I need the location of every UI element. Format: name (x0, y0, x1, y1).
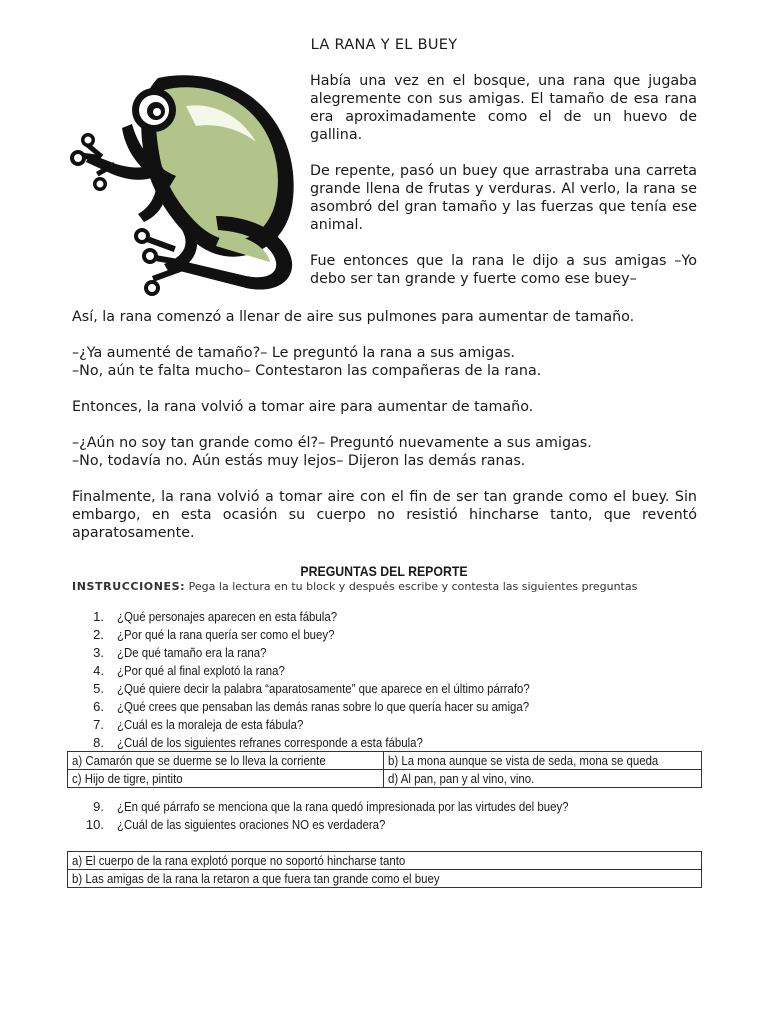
story-title: LA RANA Y EL BUEY (310, 37, 458, 53)
question-number: 5. (93, 681, 104, 696)
list-item (72, 662, 586, 680)
question-number: 3. (93, 645, 104, 660)
table-cell (68, 752, 384, 770)
statement-option: b) Las amigas de la rana la retaron a que fuera tan grande como el buey (72, 870, 440, 886)
paragraph: Había una vez en el bosque, una rana que jugaba alegremente con sus amigas. El tamaño de esa rana era aproximadamente como el de un huevo de gallina. (310, 73, 697, 143)
table-row (68, 870, 702, 888)
frog-illustration (66, 66, 302, 298)
proverb-option: c) Hijo de tigre, pintito (72, 770, 183, 786)
proverb-option: a) Camarón que se duerme se lo lleva la corriente (72, 752, 326, 768)
instructions-label: INSTRUCCIONES: (72, 580, 186, 593)
list-item (72, 644, 586, 662)
proverb-option: d) Al pan, pan y al vino, vino. (388, 770, 535, 786)
question-number: 7. (93, 717, 104, 732)
paragraph: Fue entonces que la rana le dijo a sus amigas –Yo debo ser tan grande y fuerte como ese buey– (310, 253, 697, 287)
statements-table (67, 851, 702, 888)
questions-title: PREGUNTAS DEL REPORTE (300, 563, 468, 579)
question-number: 9. (93, 799, 104, 814)
proverb-option: b) La mona aunque se vista de seda, mona se queda (388, 752, 659, 768)
proverbs-table (67, 751, 702, 788)
dialogue (72, 344, 697, 380)
dialogue-line: –No, aún te falta mucho– Contestaron las compañeras de la rana. (72, 363, 542, 379)
list-item (72, 798, 630, 816)
question-number: 6. (93, 699, 104, 714)
list-item (72, 626, 586, 644)
table-cell (384, 752, 702, 770)
question-text: ¿Qué personajes aparecen en esta fábula? (117, 609, 338, 624)
paragraph: Entonces, la rana volvió a tomar aire para aumentar de tamaño. (72, 399, 534, 415)
paragraph: Finalmente, la rana volvió a tomar aire con el fin de ser tan grande como el buey. Sin embargo, en esta ocasión su cuerpo no resistió hincharse tanto, que reventó aparatosamente. (72, 489, 697, 541)
question-number: 8. (93, 735, 104, 750)
table-cell (384, 770, 702, 788)
question-list (72, 608, 586, 752)
table-row (68, 752, 702, 770)
dialogue-line: –¿Ya aumenté de tamaño?– Le preguntó la rana a sus amigas. (72, 345, 516, 361)
statement-option: a) El cuerpo de la rana explotó porque no soportó hincharse tanto (72, 852, 406, 868)
list-item (72, 680, 586, 698)
paragraph: De repente, pasó un buey que arrastraba una carreta grande llena de frutas y verduras. Al verlo, la rana se asombró del gran tamaño y las fuerzas que tenía ese animal. (310, 163, 697, 233)
question-text: ¿Cuál es la moraleja de esta fábula? (117, 717, 304, 732)
question-text: ¿Por qué al final explotó la rana? (117, 663, 285, 678)
question-list-2 (72, 798, 630, 834)
table-cell (68, 770, 384, 788)
dialogue-line: –No, todavía no. Aún estás muy lejos– Dijeron las demás ranas. (72, 453, 526, 469)
table-row (68, 770, 702, 788)
list-item (72, 716, 586, 734)
question-text: ¿Qué quiere decir la palabra “aparatosamente” que aparece en el último párrafo? (117, 681, 530, 696)
question-text: ¿En qué párrafo se menciona que la rana quedó impresionada por las virtudes del buey? (117, 799, 569, 814)
question-text: ¿Por qué la rana quería ser como el buey? (117, 627, 335, 642)
paragraph: Así, la rana comenzó a llenar de aire sus pulmones para aumentar de tamaño. (72, 309, 635, 325)
instructions (72, 580, 637, 593)
instructions-text: Pega la lectura en tu block y después escribe y contesta las siguientes preguntas (188, 580, 638, 593)
intro-text (310, 72, 697, 306)
table-cell (68, 852, 702, 870)
question-text: ¿Cuál de las siguientes oraciones NO es verdadera? (117, 817, 386, 832)
question-number: 10. (85, 817, 104, 832)
question-text: ¿Qué crees que pensaban las demás ranas sobre lo que quería hacer su amiga? (117, 699, 530, 714)
list-item (72, 734, 586, 752)
table-cell (68, 870, 702, 888)
list-item (72, 816, 630, 834)
dialogue (72, 434, 697, 470)
question-number: 4. (93, 663, 104, 678)
list-item (72, 608, 586, 626)
table-row (68, 852, 702, 870)
story-body (72, 308, 697, 560)
question-text: ¿De qué tamaño era la rana? (117, 645, 267, 660)
question-number: 1. (93, 609, 104, 624)
list-item (72, 698, 586, 716)
question-text: ¿Cuál de los siguientes refranes corresponde a esta fábula? (117, 735, 423, 750)
question-number: 2. (93, 627, 104, 642)
dialogue-line: –¿Aún no soy tan grande como él?– Preguntó nuevamente a sus amigas. (72, 435, 592, 451)
